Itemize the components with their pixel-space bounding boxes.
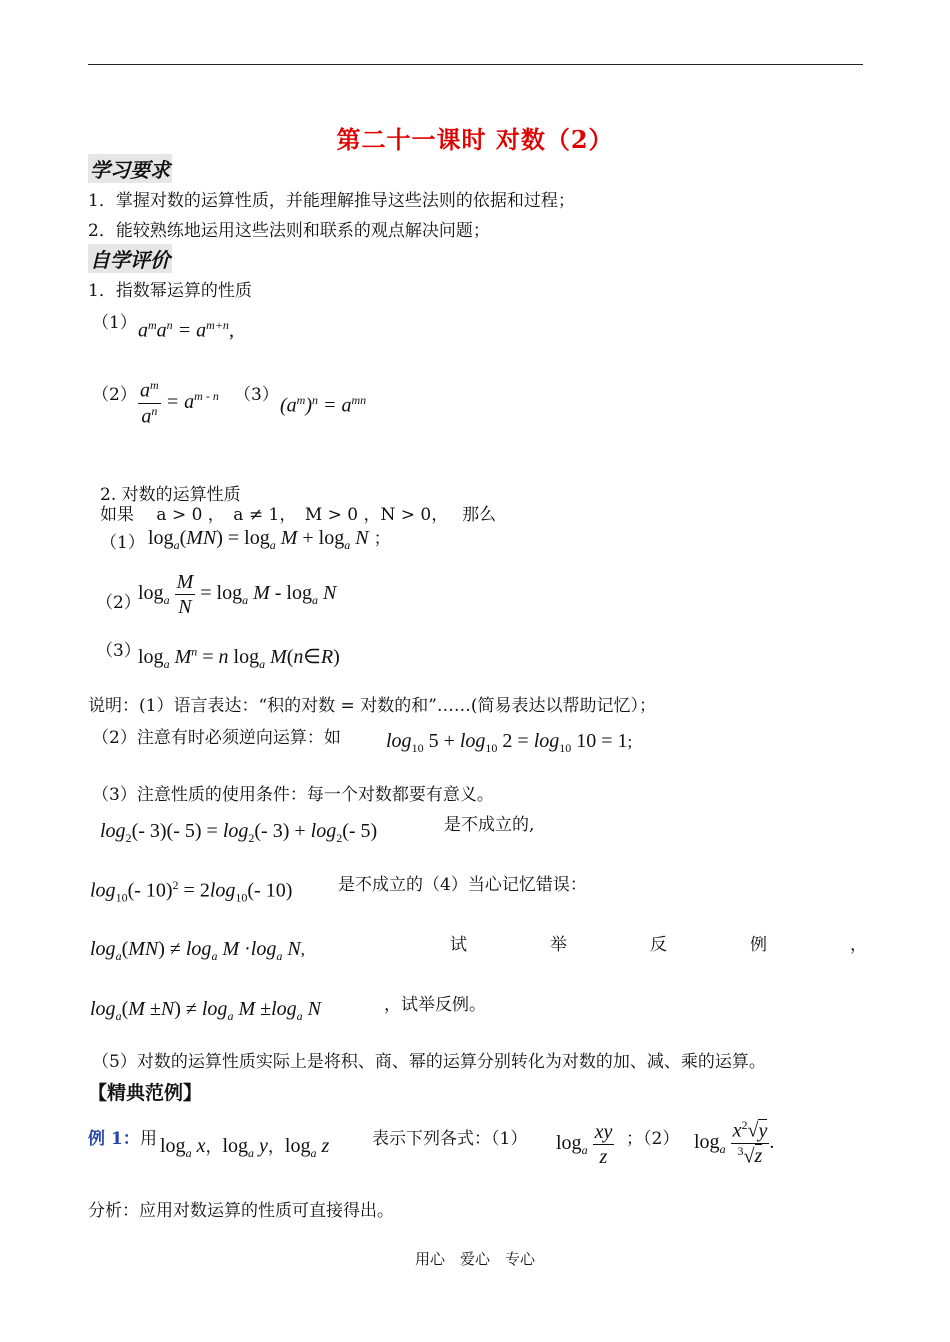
- log-prop-2-number: （2）: [96, 593, 141, 613]
- exponent-properties-heading: 1．指数幂运算的性质: [88, 281, 252, 301]
- header-rule: [88, 64, 863, 65]
- analysis: 分析：应用对数运算的性质可直接得出。: [88, 1201, 394, 1221]
- exp-prop-1-number: （1）: [92, 313, 137, 333]
- example-1-represent: 表示下列各式：（1）: [372, 1129, 528, 1149]
- memory-error-1-formula: $\log_a(MN) \ne \log_a M \cdot\log_a$ N,: [90, 938, 305, 963]
- log-properties-heading: 2. 对数的运算性质: [100, 485, 241, 505]
- example-1-label: 例 1：: [88, 1129, 140, 1149]
- memory-error-2-text: ，试举反例。: [384, 995, 486, 1015]
- try-word-5: ，: [850, 935, 867, 955]
- counterexample-1-text: 是不成立的,: [444, 815, 535, 835]
- exp-prop-1-formula: $a^ma^n = a^{m+n}$,: [138, 318, 234, 342]
- example-1-given-logs: $\log_a x$，$\log_a y$，$\log_a z$: [160, 1135, 330, 1160]
- try-word-1: 试: [450, 935, 467, 955]
- section-study-requirements: 学习要求: [88, 154, 172, 183]
- log-prop-1-number: （1）: [100, 533, 145, 553]
- counterexample-2-text: 是不成立的（4）当心记忆错误：: [338, 875, 587, 895]
- note-2: （2）注意有时必须逆向运算：如: [92, 728, 341, 748]
- log-properties-condition: 如果 a > 0 ， a ≠ 1， M > 0 ，N > 0， 那么: [100, 505, 497, 525]
- example-1-use: 用: [140, 1129, 157, 1149]
- example-1-part-2: ；（2）: [626, 1129, 680, 1149]
- note-2-example-formula: $\log_{10} 5 + \log_{10} 2 = \log_{10} 10 = 1$;: [386, 730, 633, 755]
- memory-error-2-formula: $\log_a(M \pm N) \ne \log_a M \pm\log_a$ N: [90, 998, 321, 1023]
- counterexample-1-formula: $\log_2(-$ 3)(- $5) = \log_2(-$ $3) + \log_2(-$ 5): [100, 820, 378, 845]
- log-prop-3-number: （3）: [96, 641, 141, 661]
- requirement-2: 2．能较熟练地运用这些法则和联系的观点解决问题；: [88, 221, 490, 241]
- example-1-expr-1: $\log_a$ $\frac{xy}{z}$: [556, 1121, 613, 1168]
- page-title: 第二十一课时 对数（2）: [336, 125, 614, 154]
- log-prop-1-formula: $\log_a(MN) = \log_a M + \log_a N$ ；: [148, 527, 391, 552]
- note-3: （3）注意性质的使用条件：每一个对数都要有意义。: [92, 785, 494, 805]
- note-1: 说明：(1）语言表达：“积的对数 = 对数的和”……(简易表达以帮助记忆）；: [88, 696, 657, 716]
- section-examples: 【精典范例】: [88, 1082, 203, 1104]
- exp-prop-3-number: （3）: [234, 385, 279, 405]
- exp-prop-3-formula: $(a^m)^n = a^{mn}$: [280, 393, 367, 417]
- note-5: （5）对数的运算性质实际上是将积、商、幂的运算分别转化为对数的加、减、乘的运算。: [92, 1052, 766, 1072]
- try-word-4: 例: [750, 935, 767, 955]
- exp-prop-2-formula: $\frac{a^m}{a^n}$ = $a^{m - n}$: [140, 378, 219, 428]
- try-word-3: 反: [650, 935, 667, 955]
- example-1-expr-2: $\log_a$ $\frac{x^2√y}{^3√z}$ .: [694, 1118, 775, 1168]
- try-word-2: 举: [550, 935, 567, 955]
- log-prop-2-formula: $\log_a$ $\frac{M}{N}$ = $\log_a M - \log_a N$: [138, 571, 337, 618]
- counterexample-2-formula: $\log_{10}(-$ $10)^2 = 2\log_{10}(-$ 10): [90, 878, 293, 905]
- log-prop-3-formula: $\log_a M^n = n$ $\log_a$ M(n∈R): [138, 644, 340, 671]
- requirement-1: 1．掌握对数的运算性质，并能理解推导这些法则的依据和过程；: [88, 191, 575, 211]
- exp-prop-2-number: （2）: [92, 385, 137, 405]
- section-self-evaluation: 自学评价: [88, 244, 172, 273]
- page-footer: 用心 爱心 专心: [414, 1250, 535, 1268]
